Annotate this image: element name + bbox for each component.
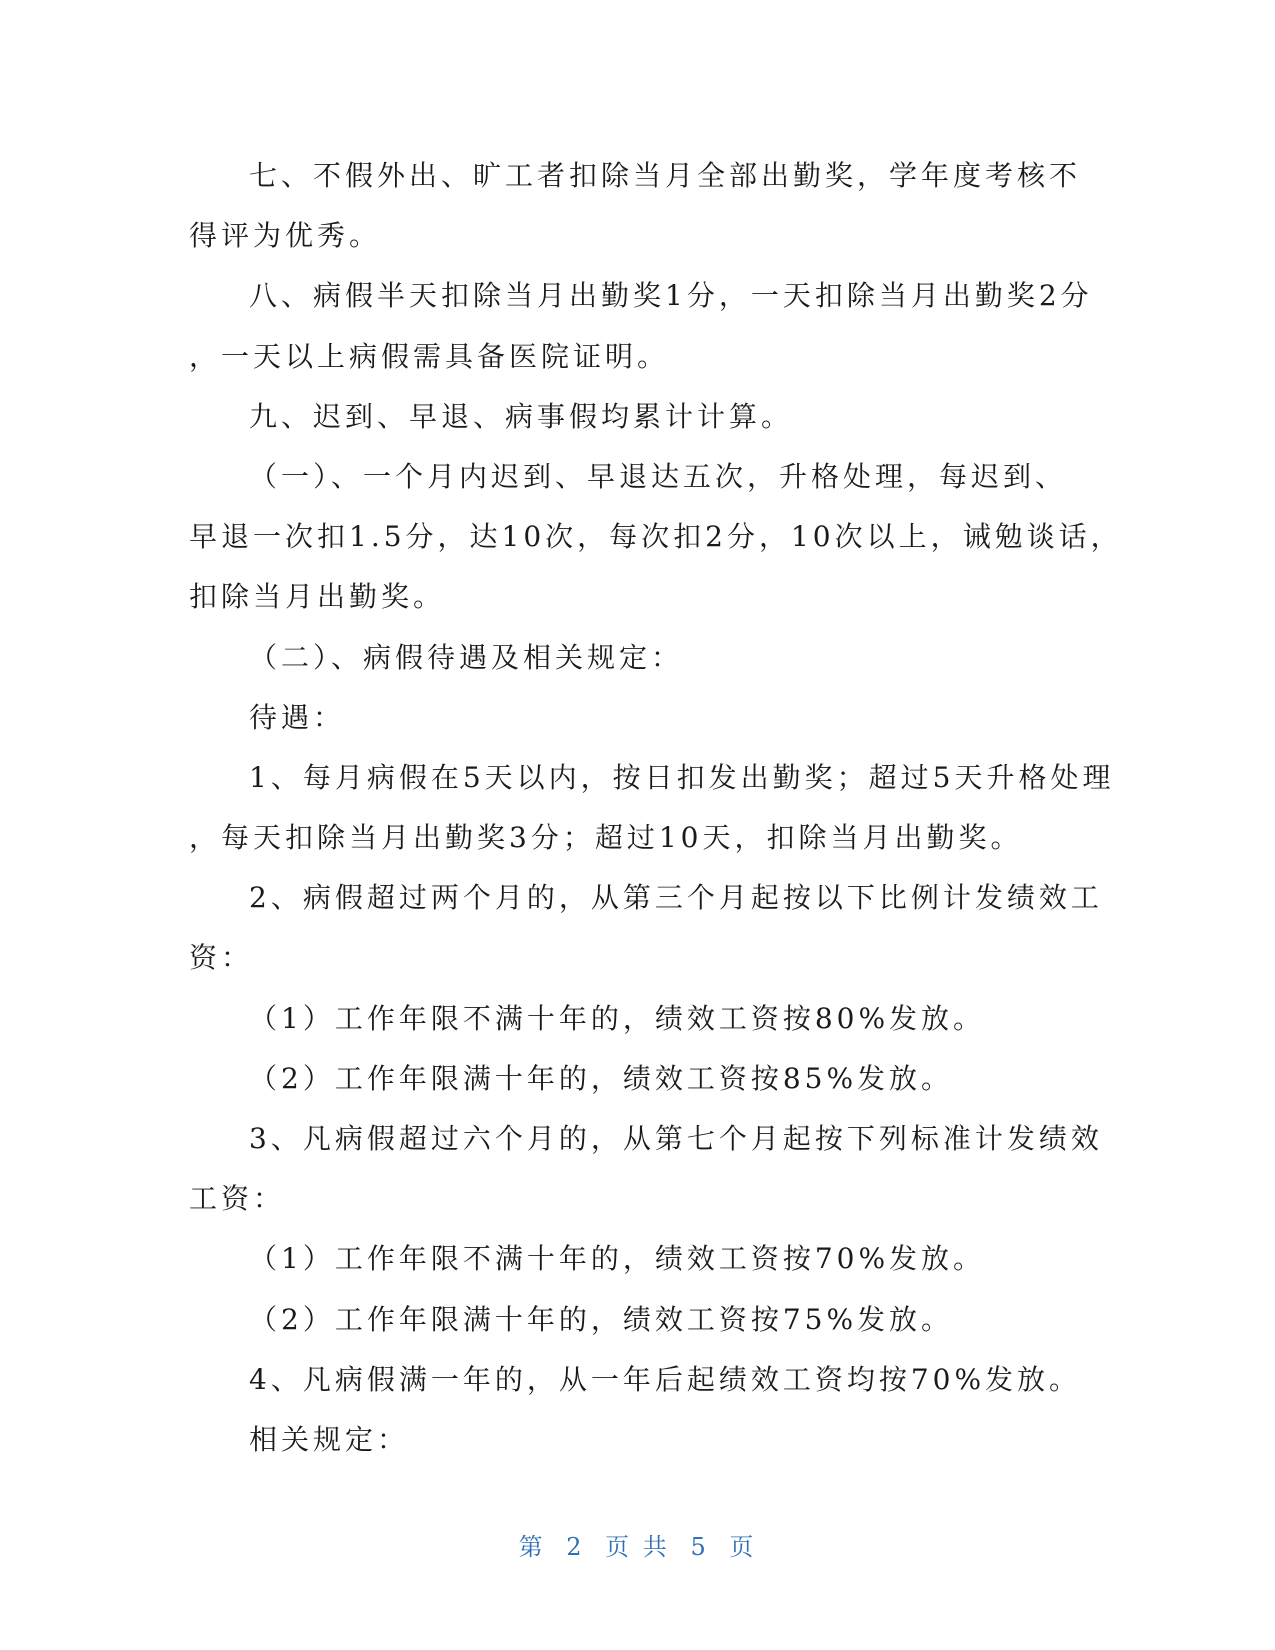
text-line: 九、迟到、早退、病事假均累计计算。 [249, 399, 794, 433]
text-line: （一）、一个月内迟到、早退达五次，升格处理，每迟到、 [249, 459, 1068, 493]
text-line: （2）工作年限满十年的，绩效工资按75%发放。 [249, 1302, 954, 1336]
footer-middle: 页 共 [605, 1533, 670, 1561]
text-line: 4、凡病假满一年的，从一年后起绩效工资均按70%发放。 [249, 1362, 1082, 1396]
footer-prefix: 第 [518, 1533, 546, 1561]
text-line: 1、每月病假在5天以内，按日扣发出勤奖；超过5天升格处理 [249, 760, 1115, 794]
text-line: 八、病假半天扣除当月出勤奖1分，一天扣除当月出勤奖2分 [249, 279, 1093, 313]
document-body [189, 146, 1123, 1470]
text-line: 待遇： [249, 700, 346, 734]
text-line: 3、凡病假超过六个月的，从第七个月起按下列标准计发绩效 [249, 1122, 1103, 1155]
text-line: （二）、病假待遇及相关规定： [249, 640, 684, 674]
footer-suffix: 页 [729, 1533, 757, 1561]
text-line: （1）工作年限不满十年的，绩效工资按80%发放。 [249, 1001, 986, 1035]
current-page-number: 2 [566, 1533, 585, 1561]
total-page-number: 5 [690, 1533, 709, 1561]
text-line: 相关规定： [249, 1422, 410, 1456]
text-line: （2）工作年限满十年的，绩效工资按85%发放。 [249, 1061, 954, 1095]
text-line: 2、病假超过两个月的，从第三个月起按以下比例计发绩效工 [249, 881, 1103, 915]
text-line: ，一天以上病假需具备医院证明。 [189, 339, 670, 373]
text-line: 资： [189, 941, 254, 975]
text-line: ，每天扣除当月出勤奖3分；超过10天，扣除当月出勤奖。 [189, 821, 1023, 855]
text-line: 扣除当月出勤奖。 [189, 580, 446, 614]
page-footer [0, 1527, 1275, 1562]
text-line: 七、不假外出、旷工者扣除当月全部出勤奖，学年度考核不 [249, 159, 1082, 192]
text-line: 早退一次扣1.5分，达10次，每次扣2分，10次以上，诫勉谈话， [189, 520, 1123, 554]
text-line: （1）工作年限不满十年的，绩效工资按70%发放。 [249, 1242, 986, 1276]
text-line: 工资： [189, 1182, 286, 1216]
text-line: 得评为优秀。 [189, 219, 382, 253]
